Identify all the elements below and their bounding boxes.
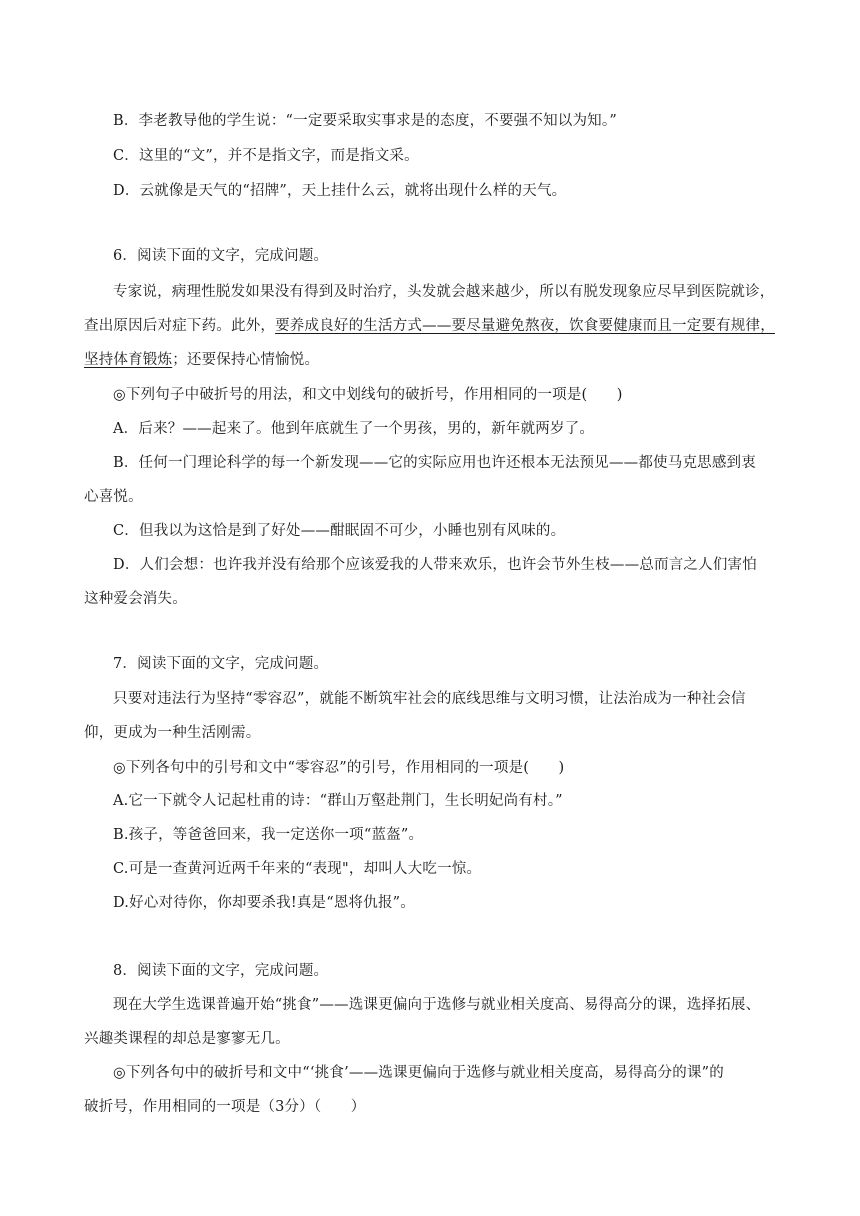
- q8-passage-line2: 兴趣类课程的却总是寥寥无几。: [84, 1031, 290, 1047]
- q6-passage-line1: 专家说，病理性脱发如果没有得到及时治疗，头发就会越来越少，所以有脱发现象应尽早到医院就诊，: [113, 284, 775, 300]
- q6-option-a: A．后来？——起来了。他到年底就生了一个男孩，男的，新年就两岁了。: [113, 421, 595, 437]
- q6-passage-line3: [84, 350, 784, 370]
- q7-option-a: A.它一下就令人记起杜甫的诗：“群山万壑赴荆门，生长明妃尚有村。”: [113, 793, 563, 809]
- prev-option-d: D．云就像是天气的“招牌”，天上挂什么云，就将出现什么样的天气。: [113, 183, 567, 199]
- q6-heading: 6．阅读下面的文字，完成问题。: [113, 248, 329, 264]
- q7-prompt: ◎下列各句中的引号和文中“零容忍”的引号，作用相同的一项是( ): [113, 760, 565, 776]
- q8-passage-line1: 现在大学生选课普遍开始“挑食”——选课更偏向于选修与就业相关度高、易得高分的课，选择拓展、: [113, 997, 761, 1013]
- prev-option-c: C．这里的“文”，并不是指文字，而是指文采。: [113, 148, 419, 164]
- q8-prompt-line2: 破折号，作用相同的一项是（3分）（ ）: [84, 1099, 366, 1115]
- q6-underlined-sentence: 要养成良好的生活方式——要尽量避免熬夜，饮食要健康而且一定要有规律，: [275, 318, 775, 334]
- q8-heading: 8．阅读下面的文字，完成问题。: [113, 963, 329, 979]
- q6-passage-line3-plain: ；还要保持心情愉悦。: [172, 352, 320, 368]
- q6-option-d-line2: 这种爱会消失。: [84, 591, 187, 607]
- prev-option-b: B．李老教导他的学生说：“一定要采取实事求是的态度，不要强不知以为知。”: [113, 113, 617, 129]
- q7-option-c: C.可是一查黄河近两千年来的“表现"，却叫人大吃一惊。: [113, 861, 482, 877]
- q7-passage-line2: 仰，更成为一种生活刚需。: [84, 725, 261, 741]
- q6-passage-line2: [84, 316, 784, 336]
- q7-option-d: D.好心对待你，你却要杀我!真是“恩将仇报”。: [113, 895, 415, 911]
- q6-option-b-line2: 心喜悦。: [84, 489, 143, 505]
- q7-heading: 7．阅读下面的文字，完成问题。: [113, 656, 329, 672]
- q6-prompt: ◎下列句子中破折号的用法，和文中划线句的破折号，作用相同的一项是( ): [113, 387, 623, 403]
- q6-passage-line2-plain: 查出原因后对症下药。此外，: [84, 318, 276, 334]
- q8-prompt-line1: ◎下列各句中的破折号和文中“‘挑食’——选课更偏向于选修与就业相关度高，易得高分的课”的: [113, 1065, 724, 1081]
- q6-option-b-line1: B．任何一门理论科学的每一个新发现——它的实际应用也许还根本无法预见——都使马克思感到衷: [113, 455, 756, 471]
- q7-option-b: B.孩子，等爸爸回来，我一定送你一项“蓝盔”。: [113, 827, 424, 843]
- q6-option-c: C．但我以为这恰是到了好处——酣眠固不可少，小睡也别有风味的。: [113, 523, 566, 539]
- q6-underlined-sentence-end: 坚持体育锻炼: [84, 352, 173, 368]
- q7-passage-line1: 只要对违法行为坚持“零容忍”，就能不断筑牢社会的底线思维与文明习惯，让法治成为一种社会信: [113, 691, 746, 707]
- q6-option-d-line1: D．人们会想：也许我并没有给那个应该爱我的人带来欢乐，也许会节外生枝——总而言之人们害怕: [113, 557, 757, 573]
